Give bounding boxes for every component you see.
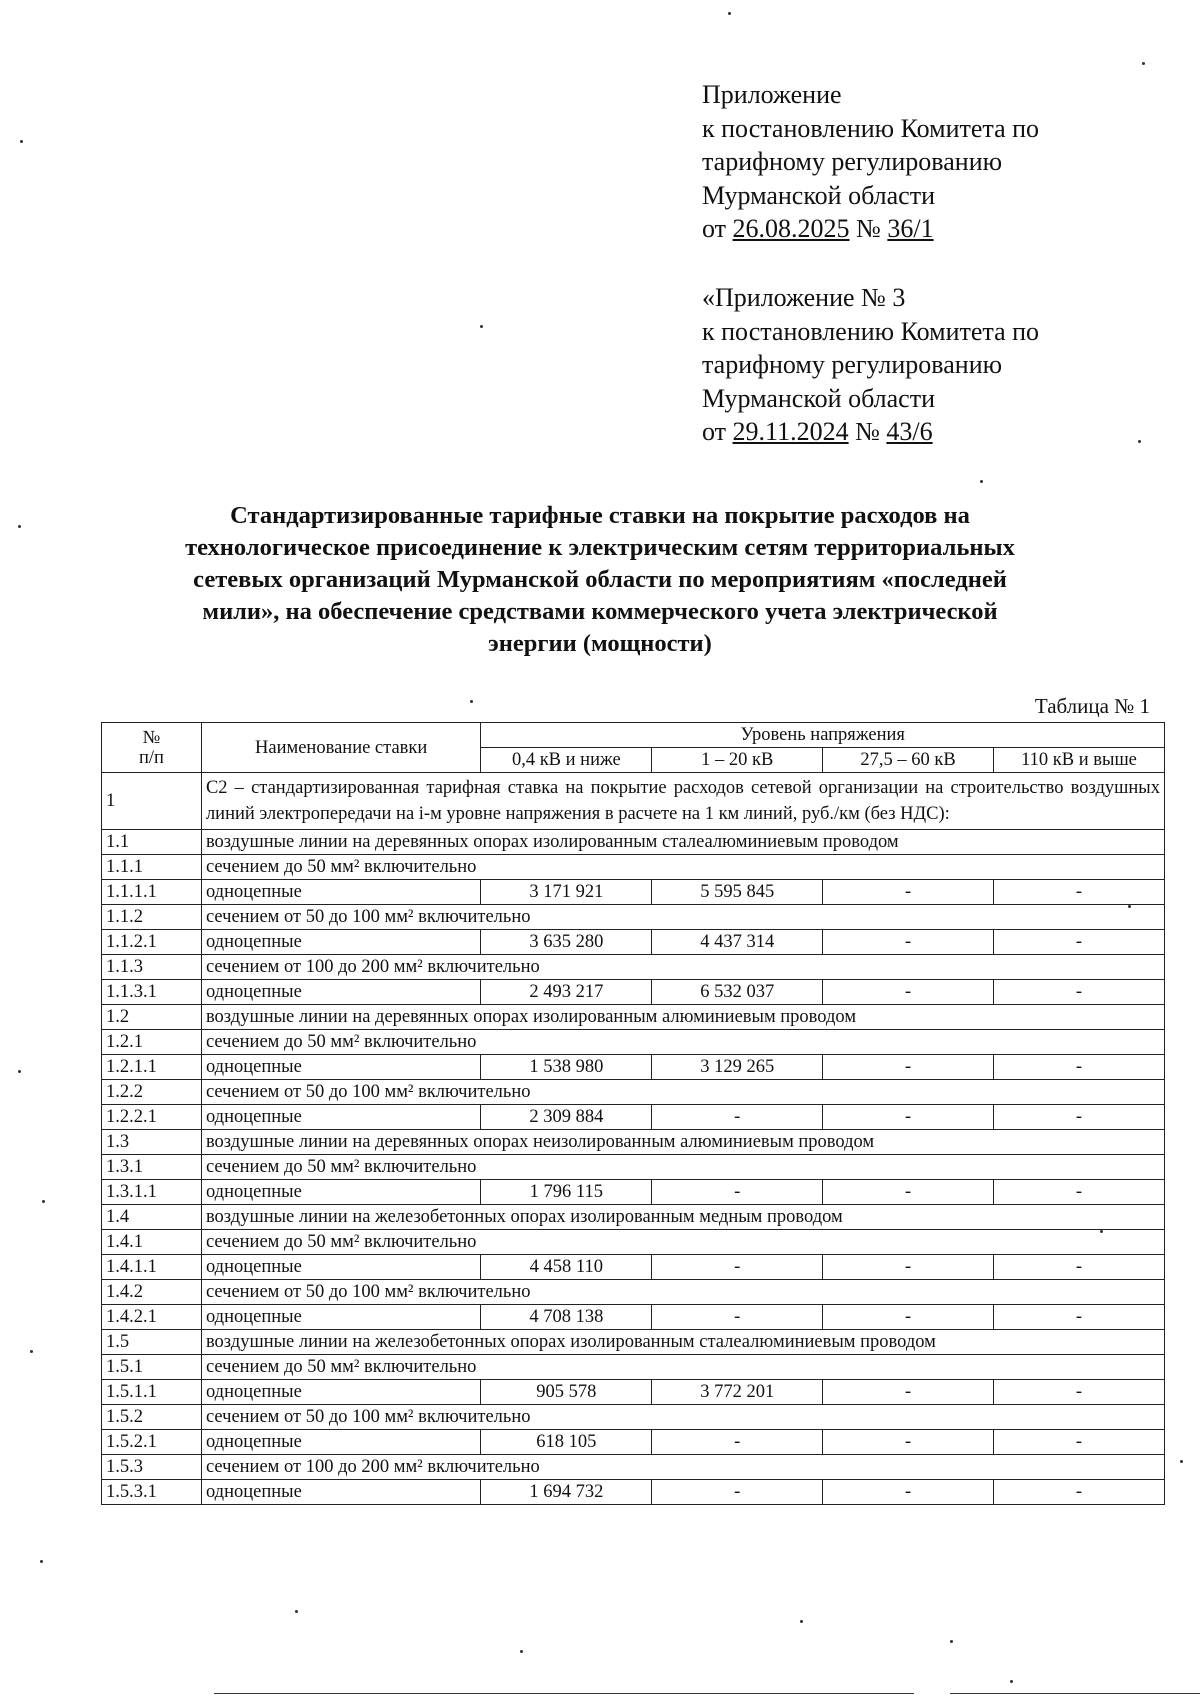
scan-speck — [980, 480, 983, 483]
scan-speck — [470, 700, 473, 703]
number-sign: № — [856, 214, 881, 243]
row-text: одноцепные — [201, 1180, 480, 1205]
rate-value: - — [652, 1180, 823, 1205]
header-name: Наименование ставки — [201, 723, 480, 773]
row-text: одноцепные — [201, 930, 480, 955]
row-text: сечением до 50 мм² включительно — [201, 1155, 1164, 1180]
appendix-date-line — [702, 415, 1122, 449]
appendix-line: Мурманской области — [702, 383, 935, 413]
row-num: 1.4.1 — [102, 1230, 202, 1255]
row-num: 1.3.1.1 — [102, 1180, 202, 1205]
decree-number: 43/6 — [886, 417, 933, 446]
rate-value: - — [823, 1055, 994, 1080]
row-num: 1.4 — [102, 1205, 202, 1230]
rate-row — [102, 1055, 1165, 1080]
section-row — [102, 1455, 1165, 1480]
section-row — [102, 1230, 1165, 1255]
header-voltage-level: Уровень напряжения — [481, 723, 1165, 748]
rate-value: - — [994, 1480, 1165, 1505]
row-text: сечением до 50 мм² включительно — [201, 1030, 1164, 1055]
row-text: одноцепные — [201, 1430, 480, 1455]
scan-speck — [295, 1610, 298, 1613]
scan-speck — [800, 1620, 803, 1623]
header-voltage-3: 27,5 – 60 кВ — [823, 748, 994, 773]
document-title — [100, 500, 1100, 660]
ot-label: от — [702, 214, 727, 243]
section-row — [102, 1155, 1165, 1180]
rate-value: 3 171 921 — [481, 880, 652, 905]
row-num: 1.5.3.1 — [102, 1480, 202, 1505]
rate-value: 1 538 980 — [481, 1055, 652, 1080]
row-text: сечением от 50 до 100 мм² включительно — [201, 1405, 1164, 1430]
scan-speck — [1180, 1460, 1183, 1463]
appendix-line: к постановлению Комитета по — [702, 113, 1040, 143]
table-label: Таблица № 1 — [1034, 694, 1150, 718]
section-row — [102, 1280, 1165, 1305]
rate-value: - — [823, 1380, 994, 1405]
appendix-title: «Приложение № 3 — [702, 283, 906, 312]
footer-rule — [950, 1693, 1200, 1694]
row-text: сечением от 50 до 100 мм² включительно — [201, 1080, 1164, 1105]
row-text: сечением до 50 мм² включительно — [201, 855, 1164, 880]
section-row — [102, 1355, 1165, 1380]
group-row — [102, 773, 1165, 830]
row-text: одноцепные — [201, 880, 480, 905]
rate-value: - — [823, 1305, 994, 1330]
rate-row — [102, 980, 1165, 1005]
rate-value: 2 309 884 — [481, 1105, 652, 1130]
rate-row — [102, 1305, 1165, 1330]
row-text: воздушные линии на деревянных опорах неизолированным алюминиевым проводом — [201, 1130, 1164, 1155]
decree-date: 29.11.2024 — [732, 417, 849, 446]
scan-speck — [1100, 1230, 1103, 1233]
row-num: 1.1.2.1 — [102, 930, 202, 955]
appendix-line: тарифному регулированию — [702, 147, 1003, 176]
scan-speck — [950, 1640, 953, 1643]
title-line: сетевых организаций Мурманской области по мероприятиям «последней — [193, 566, 1007, 593]
row-num: 1.4.2 — [102, 1280, 202, 1305]
row-text: одноцепные — [201, 980, 480, 1005]
rate-value: - — [994, 1430, 1165, 1455]
scan-speck — [1142, 62, 1145, 65]
rate-row — [102, 1255, 1165, 1280]
scan-speck — [1138, 440, 1141, 443]
row-num: 1.4.1.1 — [102, 1255, 202, 1280]
rate-value: 1 694 732 — [481, 1480, 652, 1505]
group-text: С2 – стандартизированная тарифная ставка на покрытие расходов сетевой организации на строительство воздушных линий электропередачи на i-м уровне напряжения в расчете на 1 км линий, руб./км (без НДС): — [201, 773, 1164, 830]
decree-number: 36/1 — [887, 214, 934, 243]
scan-speck — [18, 525, 21, 528]
row-num: 1.5.3 — [102, 1455, 202, 1480]
scan-speck — [20, 140, 23, 143]
section-row — [102, 1005, 1165, 1030]
appendix-line: к постановлению Комитета по — [702, 316, 1040, 346]
rate-row — [102, 1180, 1165, 1205]
scan-speck — [480, 325, 483, 328]
rate-value: 3 635 280 — [481, 930, 652, 955]
rate-value: - — [823, 1105, 994, 1130]
scan-speck — [1010, 1680, 1013, 1683]
row-text: одноцепные — [201, 1105, 480, 1130]
section-row — [102, 1405, 1165, 1430]
rate-row — [102, 1380, 1165, 1405]
scan-speck — [40, 1560, 43, 1563]
rate-value: - — [994, 1055, 1165, 1080]
row-num: 1.2.2 — [102, 1080, 202, 1105]
scan-speck — [520, 1650, 523, 1653]
section-row — [102, 1080, 1165, 1105]
footer-rule — [214, 1693, 914, 1694]
row-text: воздушные линии на деревянных опорах изолированным сталеалюминиевым проводом — [201, 830, 1164, 855]
rate-value: 4 458 110 — [481, 1255, 652, 1280]
row-num: 1.3.1 — [102, 1155, 202, 1180]
row-text: сечением от 100 до 200 мм² включительно — [201, 955, 1164, 980]
row-text: сечением до 50 мм² включительно — [201, 1230, 1164, 1255]
rate-value: 5 595 845 — [652, 880, 823, 905]
appendix-title: Приложение — [702, 80, 842, 109]
section-row — [102, 1330, 1165, 1355]
row-num: 1.5.2 — [102, 1405, 202, 1430]
row-num: 1.1.1.1 — [102, 880, 202, 905]
section-row — [102, 1205, 1165, 1230]
row-text: одноцепные — [201, 1305, 480, 1330]
section-row — [102, 1030, 1165, 1055]
previous-appendix-header — [702, 281, 1122, 449]
scan-speck — [1128, 905, 1131, 908]
row-text: воздушные линии на деревянных опорах изолированным алюминиевым проводом — [201, 1005, 1164, 1030]
rate-row — [102, 1430, 1165, 1455]
row-text: сечением от 50 до 100 мм² включительно — [201, 1280, 1164, 1305]
scan-speck — [728, 12, 731, 15]
rate-value: 4 708 138 — [481, 1305, 652, 1330]
appendix-header — [702, 78, 1122, 246]
row-num: 1.3 — [102, 1130, 202, 1155]
row-text: одноцепные — [201, 1055, 480, 1080]
rate-value: - — [994, 980, 1165, 1005]
rate-value: 4 437 314 — [652, 930, 823, 955]
section-row — [102, 955, 1165, 980]
ot-label: от — [702, 417, 727, 446]
rate-value: - — [994, 880, 1165, 905]
rate-value: - — [823, 980, 994, 1005]
header-num-line2: п/п — [139, 747, 164, 768]
row-text: сечением до 50 мм² включительно — [201, 1355, 1164, 1380]
section-row — [102, 1130, 1165, 1155]
rate-value: - — [652, 1105, 823, 1130]
row-num: 1.2.2.1 — [102, 1105, 202, 1130]
row-num: 1.1.1 — [102, 855, 202, 880]
section-row — [102, 830, 1165, 855]
section-row — [102, 905, 1165, 930]
row-num: 1.5.1 — [102, 1355, 202, 1380]
row-num: 1.2.1.1 — [102, 1055, 202, 1080]
rate-value: - — [823, 1255, 994, 1280]
rate-value: - — [994, 1305, 1165, 1330]
row-text: одноцепные — [201, 1380, 480, 1405]
row-text: одноцепные — [201, 1255, 480, 1280]
title-line: мили», на обеспечение средствами коммерческого учета электрической — [202, 598, 998, 625]
title-line: Стандартизированные тарифные ставки на покрытие расходов на — [230, 502, 970, 529]
header-num-line1: № — [142, 727, 161, 748]
row-text: воздушные линии на железобетонных опорах изолированным сталеалюминиевым проводом — [201, 1330, 1164, 1355]
rate-value: - — [652, 1305, 823, 1330]
header-row — [102, 723, 1165, 748]
row-num: 1.1 — [102, 830, 202, 855]
row-num: 1.5 — [102, 1330, 202, 1355]
rate-value: 1 796 115 — [481, 1180, 652, 1205]
row-num: 1.5.2.1 — [102, 1430, 202, 1455]
decree-date: 26.08.2025 — [732, 214, 850, 243]
scan-speck — [42, 1200, 45, 1203]
rate-value: - — [823, 930, 994, 955]
title-line: технологическое присоединение к электрическим сетям территориальных — [185, 534, 1015, 561]
rate-value: - — [652, 1430, 823, 1455]
header-num — [102, 723, 202, 773]
rate-value: - — [994, 930, 1165, 955]
row-text: сечением от 50 до 100 мм² включительно — [201, 905, 1164, 930]
rate-value: - — [823, 1430, 994, 1455]
rate-value: 618 105 — [481, 1430, 652, 1455]
rate-value: 3 129 265 — [652, 1055, 823, 1080]
header-voltage-2: 1 – 20 кВ — [652, 748, 823, 773]
rate-value: - — [994, 1255, 1165, 1280]
row-num: 1.1.3.1 — [102, 980, 202, 1005]
row-num: 1.1.2 — [102, 905, 202, 930]
title-line: энергии (мощности) — [488, 630, 712, 657]
rate-value: - — [652, 1480, 823, 1505]
rate-value: - — [823, 1180, 994, 1205]
header-voltage-1: 0,4 кВ и ниже — [481, 748, 652, 773]
appendix-date-line — [702, 212, 1122, 246]
appendix-line: Мурманской области — [702, 180, 935, 210]
row-num: 1.5.1.1 — [102, 1380, 202, 1405]
scan-speck — [30, 1350, 33, 1353]
row-text: одноцепные — [201, 1480, 480, 1505]
group-num: 1 — [102, 773, 202, 830]
rate-value: 905 578 — [481, 1380, 652, 1405]
rate-value: - — [994, 1380, 1165, 1405]
row-num: 1.1.3 — [102, 955, 202, 980]
number-sign: № — [855, 417, 880, 446]
rate-value: - — [823, 1480, 994, 1505]
scan-speck — [18, 1070, 21, 1073]
rate-value: 6 532 037 — [652, 980, 823, 1005]
row-num: 1.2 — [102, 1005, 202, 1030]
rate-value: - — [994, 1105, 1165, 1130]
rates-table — [101, 722, 1165, 1505]
row-text: сечением от 100 до 200 мм² включительно — [201, 1455, 1164, 1480]
row-num: 1.2.1 — [102, 1030, 202, 1055]
header-voltage-4: 110 кВ и выше — [994, 748, 1165, 773]
rate-row — [102, 880, 1165, 905]
rate-value: - — [994, 1180, 1165, 1205]
rate-row — [102, 930, 1165, 955]
rate-value: 3 772 201 — [652, 1380, 823, 1405]
rate-value: - — [823, 880, 994, 905]
rate-value: - — [652, 1255, 823, 1280]
row-text: воздушные линии на железобетонных опорах изолированным медным проводом — [201, 1205, 1164, 1230]
section-row — [102, 855, 1165, 880]
rate-row — [102, 1105, 1165, 1130]
rate-row — [102, 1480, 1165, 1505]
rate-value: 2 493 217 — [481, 980, 652, 1005]
appendix-line: тарифному регулированию — [702, 350, 1003, 379]
row-num: 1.4.2.1 — [102, 1305, 202, 1330]
